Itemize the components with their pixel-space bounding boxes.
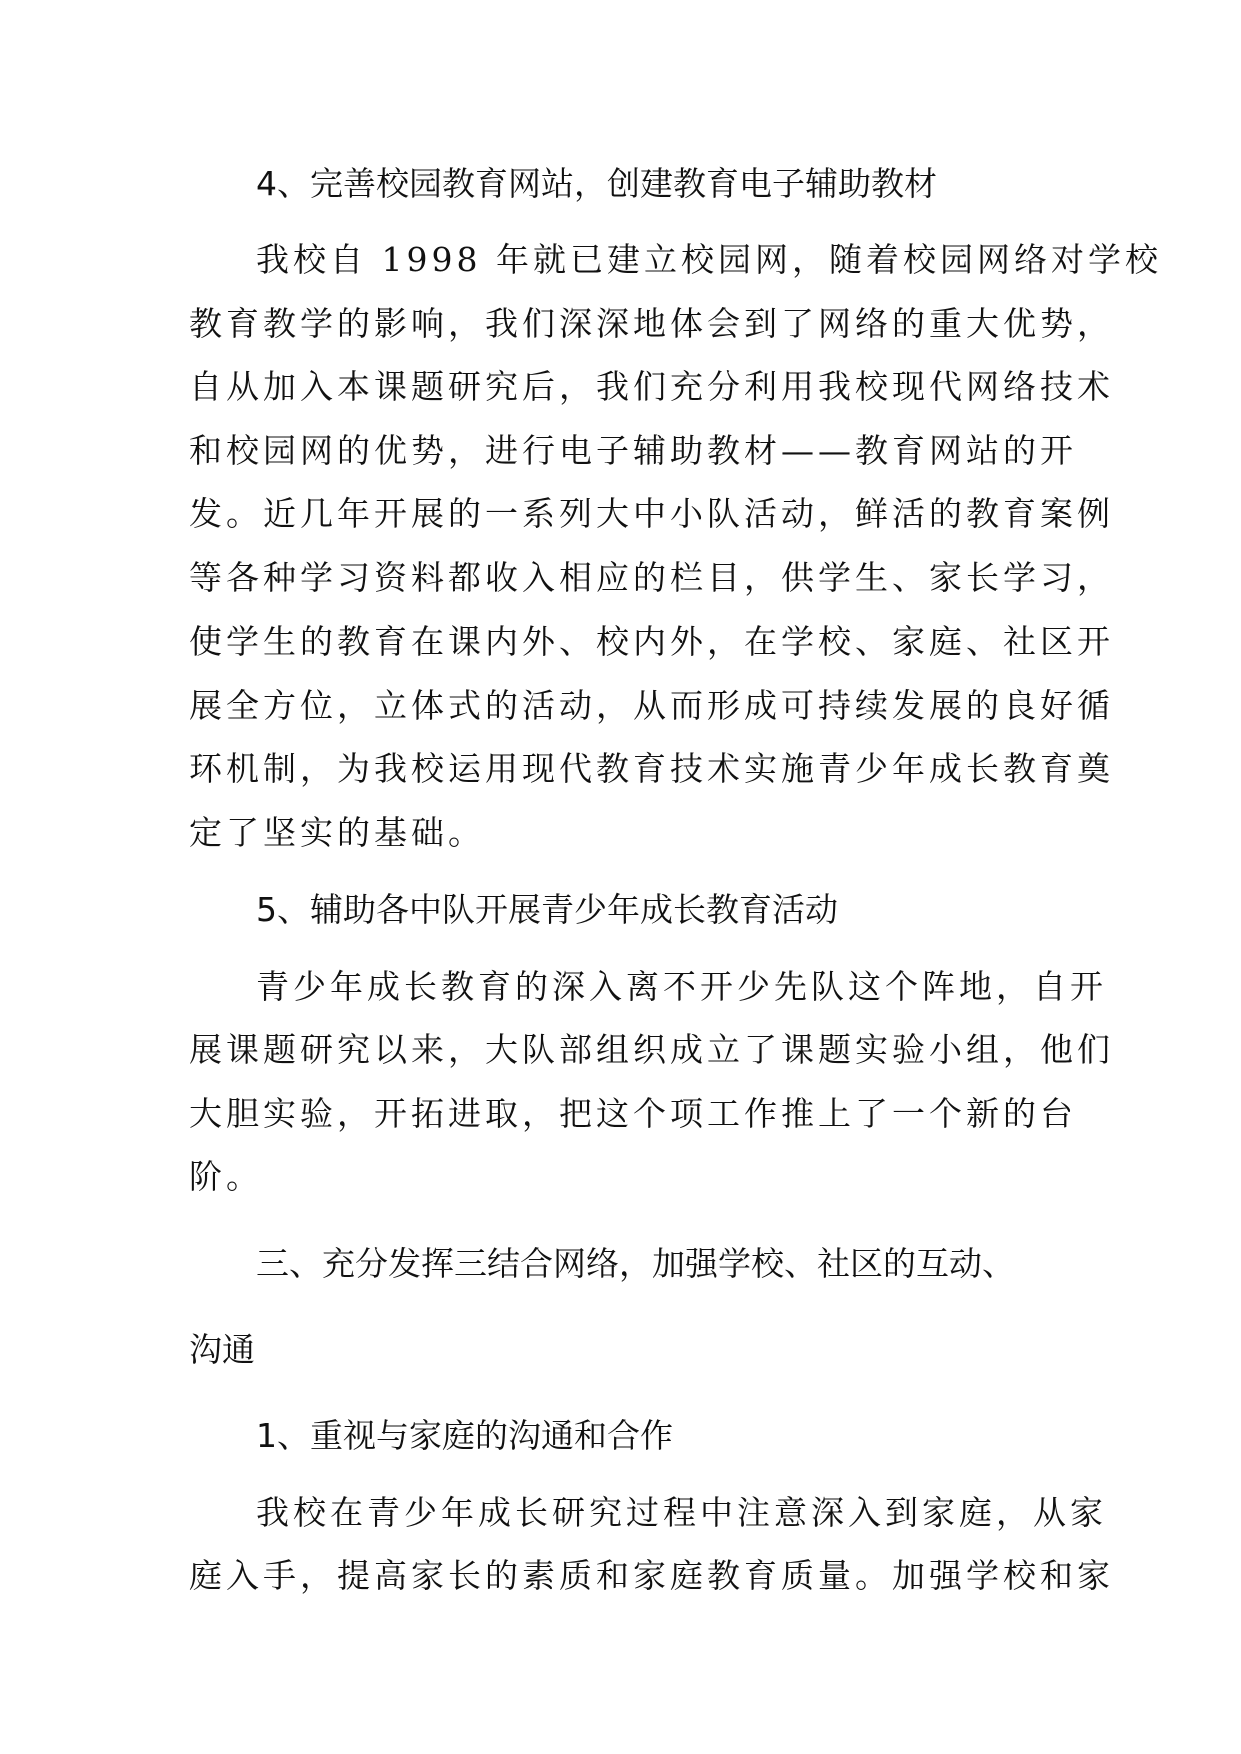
paragraph-line: 大胆实验，开拓进取，把这个项工作推上了一个新的台 bbox=[189, 1094, 1077, 1133]
paragraph-line: 我校自 1998 年就已建立校园网，随着校园网络对学校 bbox=[256, 240, 1162, 279]
paragraph-line: 庭入手，提高家长的素质和家庭教育质量。加强学校和家 bbox=[189, 1556, 1114, 1595]
paragraph-line: 青少年成长教育的深入离不开少先队这个阵地，自开 bbox=[256, 967, 1107, 1006]
paragraph-line: 自从加入本课题研究后，我们充分利用我校现代网络技术 bbox=[189, 367, 1114, 406]
chapter-heading-3: 三、充分发挥三结合网络，加强学校、社区的互动、 bbox=[256, 1244, 1015, 1283]
paragraph-line: 阶。 bbox=[189, 1157, 263, 1196]
paragraph-line: 展课题研究以来，大队部组织成立了课题实验小组，他们 bbox=[189, 1030, 1114, 1069]
paragraph-line: 使学生的教育在课内外、校内外，在学校、家庭、社区开 bbox=[189, 622, 1114, 661]
chapter-heading-3-continued: 沟通 bbox=[189, 1330, 255, 1369]
section-heading-1: 1、重视与家庭的沟通和合作 bbox=[256, 1416, 673, 1455]
paragraph-line: 我校在青少年成长研究过程中注意深入到家庭，从家 bbox=[256, 1493, 1107, 1532]
section-heading-4: 4、完善校园教育网站，创建教育电子辅助教材 bbox=[256, 164, 937, 203]
section-heading-5: 5、辅助各中队开展青少年成长教育活动 bbox=[256, 890, 838, 929]
paragraph-line: 定了坚实的基础。 bbox=[189, 813, 485, 852]
paragraph-line: 等各种学习资料都收入相应的栏目，供学生、家长学习， bbox=[189, 558, 1114, 597]
paragraph-line: 环机制，为我校运用现代教育技术实施青少年成长教育奠 bbox=[189, 749, 1114, 788]
paragraph-line: 发。近几年开展的一系列大中小队活动，鲜活的教育案例 bbox=[189, 494, 1114, 533]
paragraph-line: 展全方位，立体式的活动，从而形成可持续发展的良好循 bbox=[189, 686, 1114, 725]
paragraph-line: 教育教学的影响，我们深深地体会到了网络的重大优势， bbox=[189, 304, 1114, 343]
paragraph-line: 和校园网的优势，进行电子辅助教材——教育网站的开 bbox=[189, 431, 1077, 470]
